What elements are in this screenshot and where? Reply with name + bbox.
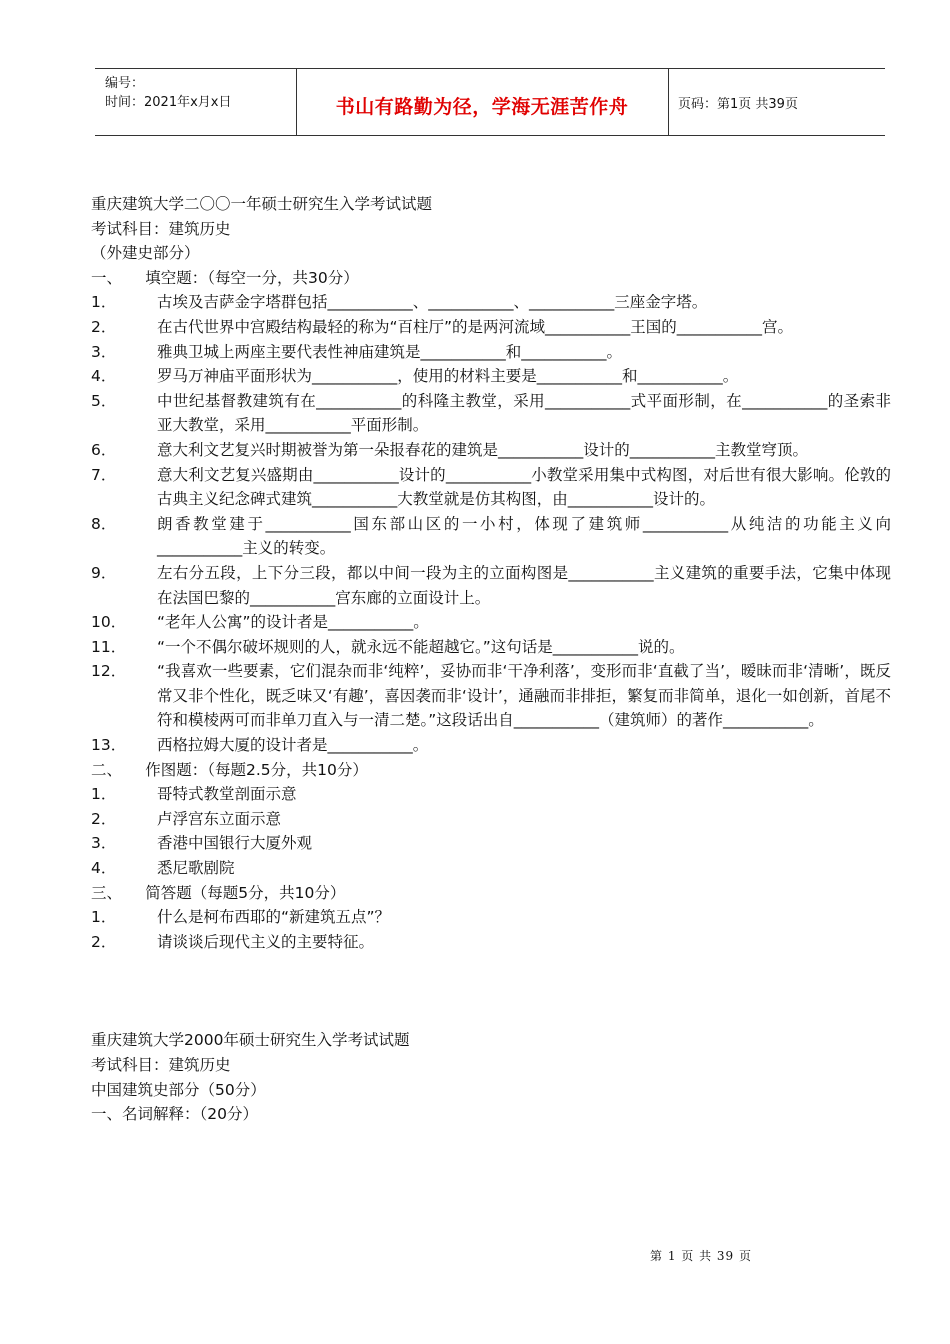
question-item	[91, 364, 891, 389]
question-number: 1．	[91, 908, 117, 927]
exam-subject: 考试科目：建筑历史	[91, 1056, 231, 1074]
question-text: 雅典卫城上两座主要代表性神庙建筑是___________和___________。	[157, 342, 623, 361]
exam-subject: 考试科目：建筑历史	[91, 219, 231, 238]
question-number: 10．	[91, 613, 127, 632]
question-item	[91, 438, 891, 463]
question-item	[91, 290, 891, 315]
question-number: 5．	[91, 391, 117, 410]
question-number: 4．	[91, 859, 117, 878]
question-number: 3．	[91, 834, 117, 853]
question-text: 什么是柯布西耶的“新建筑五点”？	[157, 908, 391, 927]
question-item	[91, 315, 891, 340]
page-footer: 第 1 页 共 39 页	[650, 1249, 752, 1263]
header-page-cell	[669, 69, 885, 135]
section-heading: 三、 简答题（每题5分，共10分）	[91, 883, 346, 902]
question-text: 意大利文艺复兴盛期由___________设计的___________小教堂采用集中式构图，对后世有很大影响。伦敦的古典主义纪念碑式建筑___________大教堂就是仿其构图，由___________设计的。	[157, 465, 891, 509]
section-heading: 二、 作图题：（每题2.5分，共10分）	[91, 760, 368, 779]
exam-title: 重庆建筑大学二〇〇一年硕士研究生入学考试试题	[91, 195, 433, 213]
question-text: 哥特式教堂剖面示意	[157, 785, 297, 804]
question-text: 意大利文艺复兴时期被誉为第一朵报春花的建筑是___________设计的___________主教堂穹顶。	[157, 440, 809, 459]
question-text: 左右分五段，上下分三段，都以中间一段为主的立面构图是___________主义建筑的重要手法，它集中体现在法国巴黎的___________宫东廊的立面设计上。	[157, 563, 891, 607]
question-item	[91, 856, 891, 881]
exam-part: 中国建筑史部分（50分）	[91, 1080, 266, 1099]
question-text: “一个不偶尔破坏规则的人，就永远不能超越它。”这句话是___________说的。	[157, 637, 685, 656]
header-info-cell	[95, 69, 297, 135]
header-page-label: 页码：第1页 共39页	[678, 97, 798, 112]
document-number-label: 编号：	[105, 76, 145, 91]
question-number: 12．	[91, 662, 127, 681]
document-time-label: 时间：2021年x月x日	[105, 95, 232, 110]
question-number: 8．	[91, 514, 117, 533]
question-item	[91, 610, 891, 635]
question-text: “老年人公寓”的设计者是___________。	[157, 613, 429, 632]
question-item	[91, 905, 891, 930]
fill-in-blank-list	[91, 290, 891, 757]
question-text: 古埃及吉萨金字塔群包括___________、___________、___________三座金字塔。	[157, 293, 708, 312]
section-heading: 一、名词解释：（20分）	[91, 1105, 258, 1124]
header-motto-cell	[296, 69, 669, 135]
question-item	[91, 831, 891, 856]
drawing-question-list	[91, 782, 891, 880]
question-item	[91, 930, 891, 955]
exam-part: （外建史部分）	[91, 244, 200, 263]
exam-title: 重庆建筑大学2000年硕士研究生入学考试试题	[91, 1031, 410, 1050]
question-item	[91, 807, 891, 832]
question-text: 西格拉姆大厦的设计者是___________。	[157, 736, 429, 755]
question-number: 7．	[91, 465, 117, 484]
question-text: 请谈谈后现代主义的主要特征。	[157, 932, 375, 951]
spacer	[91, 954, 891, 1028]
question-number: 11．	[91, 637, 127, 656]
question-number: 2．	[91, 932, 117, 951]
question-number: 13．	[91, 736, 127, 755]
question-item	[91, 782, 891, 807]
question-item	[91, 635, 891, 660]
question-item	[91, 512, 891, 561]
question-text: 卢浮宫东立面示意	[157, 809, 282, 828]
question-text: 在古代世界中宫殿结构最轻的称为“百柱厅”的是两河流域___________王国的___________宫。	[157, 317, 794, 336]
question-number: 9．	[91, 563, 117, 582]
question-number: 4．	[91, 367, 117, 386]
section-heading: 一、 填空题：（每空一分，共30分）	[91, 268, 359, 287]
question-text: 香港中国银行大厦外观	[157, 834, 313, 853]
question-text: 中世纪基督教建筑有在___________的科隆主教堂，采用___________式平面形制，在___________的圣索非亚大教堂，采用___________平面形制。	[157, 391, 891, 435]
short-answer-list	[91, 905, 891, 954]
question-number: 1．	[91, 785, 117, 804]
question-item	[91, 659, 891, 733]
question-text: “我喜欢一些要素，它们混杂而非‘纯粹’，妥协而非‘干净利落’，变形而非‘直截了当’，暧昧而非‘清晰’，既反常又非个性化，既乏味又‘有趣’，喜因袭而非‘设计’，通融而非排拒，繁复而非简单，退化一如创新，首尾不符和模棱两可而非单刀直入与一清二楚。”这段话出自___________（建筑师）的著作___________。	[157, 662, 891, 730]
motto-text: 书山有路勤为径，学海无涯苦作舟	[335, 96, 629, 118]
question-item	[91, 561, 891, 610]
question-number: 2．	[91, 317, 117, 336]
question-item	[91, 340, 891, 365]
question-number: 6．	[91, 440, 117, 459]
question-item	[91, 389, 891, 438]
question-item	[91, 463, 891, 512]
question-item	[91, 733, 891, 758]
question-number: 3．	[91, 342, 117, 361]
question-text: 罗马万神庙平面形状为___________，使用的材料主要是___________和___________。	[157, 367, 739, 386]
header-table	[95, 68, 885, 136]
question-number: 2．	[91, 809, 117, 828]
question-text: 悉尼歌剧院	[157, 859, 235, 878]
document-body	[91, 192, 891, 1127]
question-number: 1．	[91, 293, 117, 312]
question-text: 朗香教堂建于___________国东部山区的一小村，体现了建筑师___________从纯洁的功能主义向___________主义的转变。	[157, 514, 891, 558]
